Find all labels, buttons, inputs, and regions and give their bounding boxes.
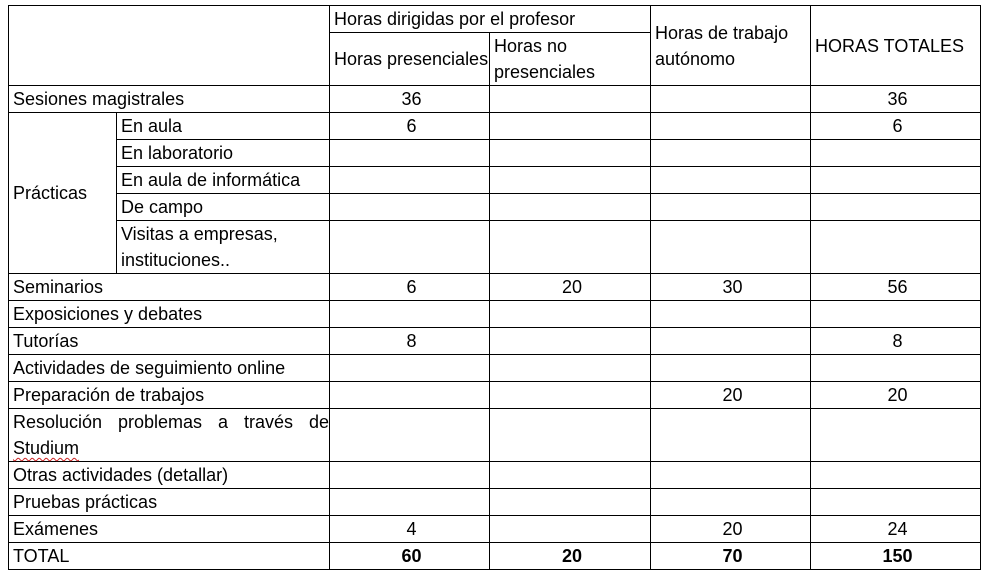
header-row xyxy=(9,6,981,33)
table-row xyxy=(9,301,981,328)
header-autonomo-label: Horas de trabajo autónomo xyxy=(655,22,789,69)
table-row xyxy=(9,355,981,382)
practicas-group-label: Prácticas xyxy=(9,113,117,274)
cell-autonomo: 20 xyxy=(651,516,811,543)
table-row xyxy=(9,516,981,543)
cell-total xyxy=(811,462,981,489)
table-row xyxy=(9,462,981,489)
cell-autonomo xyxy=(651,462,811,489)
cell-total: 6 xyxy=(811,113,981,140)
header-autonomo-cell xyxy=(651,6,811,86)
row-label: Exposiciones y debates xyxy=(9,301,330,328)
total-label: TOTAL xyxy=(9,543,330,570)
total-row xyxy=(9,543,981,570)
row-label: Tutorías xyxy=(9,328,330,355)
cell-total xyxy=(811,355,981,382)
cell-autonomo xyxy=(651,167,811,194)
cell-presenciales xyxy=(330,194,490,221)
cell-total xyxy=(811,301,981,328)
header-no-presenciales-label: Horas no presenciales xyxy=(494,36,596,82)
cell-presenciales: 6 xyxy=(330,113,490,140)
table-row xyxy=(9,409,981,462)
table-row xyxy=(9,140,981,167)
cell-presenciales xyxy=(330,167,490,194)
row-label: Seminarios xyxy=(9,274,330,301)
cell-autonomo xyxy=(651,409,811,462)
cell-presenciales xyxy=(330,409,490,462)
cell-total: 24 xyxy=(811,516,981,543)
cell-presenciales xyxy=(330,221,490,274)
cell-autonomo xyxy=(651,113,811,140)
cell-total: 8 xyxy=(811,328,981,355)
cell-presenciales: 4 xyxy=(330,516,490,543)
cell-total xyxy=(811,489,981,516)
table-row xyxy=(9,274,981,301)
total-presenciales: 60 xyxy=(330,543,490,570)
row-label-prefix: Resolución problemas a través de xyxy=(13,412,329,432)
cell-no-presenciales xyxy=(490,301,651,328)
header-group-label: Horas dirigidas por el profesor xyxy=(334,9,576,29)
header-totales-cell xyxy=(811,6,981,86)
total-no-presenciales: 20 xyxy=(490,543,651,570)
cell-autonomo: 30 xyxy=(651,274,811,301)
hours-table xyxy=(8,5,981,570)
row-label: Exámenes xyxy=(9,516,330,543)
cell-no-presenciales xyxy=(490,489,651,516)
cell-total xyxy=(811,409,981,462)
cell-total: 56 xyxy=(811,274,981,301)
row-label: De campo xyxy=(117,194,330,221)
cell-no-presenciales xyxy=(490,221,651,274)
cell-presenciales: 6 xyxy=(330,274,490,301)
cell-presenciales: 36 xyxy=(330,86,490,113)
cell-no-presenciales xyxy=(490,194,651,221)
row-label: Sesiones magistrales xyxy=(9,86,330,113)
row-label: Visitas a empresas, instituciones.. xyxy=(117,221,330,274)
cell-total: 20 xyxy=(811,382,981,409)
cell-presenciales xyxy=(330,140,490,167)
table-row xyxy=(9,167,981,194)
table-row xyxy=(9,221,981,274)
cell-presenciales: 8 xyxy=(330,328,490,355)
cell-no-presenciales xyxy=(490,516,651,543)
cell-total xyxy=(811,221,981,274)
cell-autonomo xyxy=(651,489,811,516)
header-empty-cell xyxy=(9,6,330,86)
cell-no-presenciales xyxy=(490,328,651,355)
cell-presenciales xyxy=(330,301,490,328)
cell-presenciales xyxy=(330,355,490,382)
row-label-resolucion xyxy=(9,409,330,462)
cell-presenciales xyxy=(330,462,490,489)
row-label: Actividades de seguimiento online xyxy=(9,355,330,382)
table-row xyxy=(9,194,981,221)
row-label-studium: Studium xyxy=(13,438,80,458)
cell-autonomo xyxy=(651,194,811,221)
cell-no-presenciales: 20 xyxy=(490,274,651,301)
cell-autonomo xyxy=(651,355,811,382)
row-label: En aula de informática xyxy=(117,167,330,194)
row-label: Pruebas prácticas xyxy=(9,489,330,516)
table-row xyxy=(9,382,981,409)
row-label: En aula xyxy=(117,113,330,140)
cell-total xyxy=(811,140,981,167)
table-row xyxy=(9,113,981,140)
cell-no-presenciales xyxy=(490,113,651,140)
cell-total: 36 xyxy=(811,86,981,113)
header-presenciales-cell xyxy=(330,33,490,86)
row-label: En laboratorio xyxy=(117,140,330,167)
cell-autonomo xyxy=(651,221,811,274)
table-row xyxy=(9,328,981,355)
row-label: Otras actividades (detallar) xyxy=(9,462,330,489)
cell-no-presenciales xyxy=(490,167,651,194)
header-presenciales-label: Horas presenciales xyxy=(334,49,489,69)
header-group-cell xyxy=(330,6,651,33)
cell-autonomo: 20 xyxy=(651,382,811,409)
cell-autonomo xyxy=(651,301,811,328)
total-total: 150 xyxy=(811,543,981,570)
header-no-presenciales-cell xyxy=(490,33,651,86)
cell-autonomo xyxy=(651,86,811,113)
cell-autonomo xyxy=(651,140,811,167)
cell-no-presenciales xyxy=(490,462,651,489)
cell-no-presenciales xyxy=(490,382,651,409)
cell-total xyxy=(811,167,981,194)
row-label: Preparación de trabajos xyxy=(9,382,330,409)
cell-no-presenciales xyxy=(490,140,651,167)
cell-presenciales xyxy=(330,489,490,516)
cell-no-presenciales xyxy=(490,409,651,462)
table-row xyxy=(9,489,981,516)
table-row xyxy=(9,86,981,113)
cell-presenciales xyxy=(330,382,490,409)
cell-no-presenciales xyxy=(490,355,651,382)
cell-autonomo xyxy=(651,328,811,355)
header-totales-label: HORAS TOTALES xyxy=(815,35,965,56)
cell-no-presenciales xyxy=(490,86,651,113)
cell-total xyxy=(811,194,981,221)
total-autonomo: 70 xyxy=(651,543,811,570)
